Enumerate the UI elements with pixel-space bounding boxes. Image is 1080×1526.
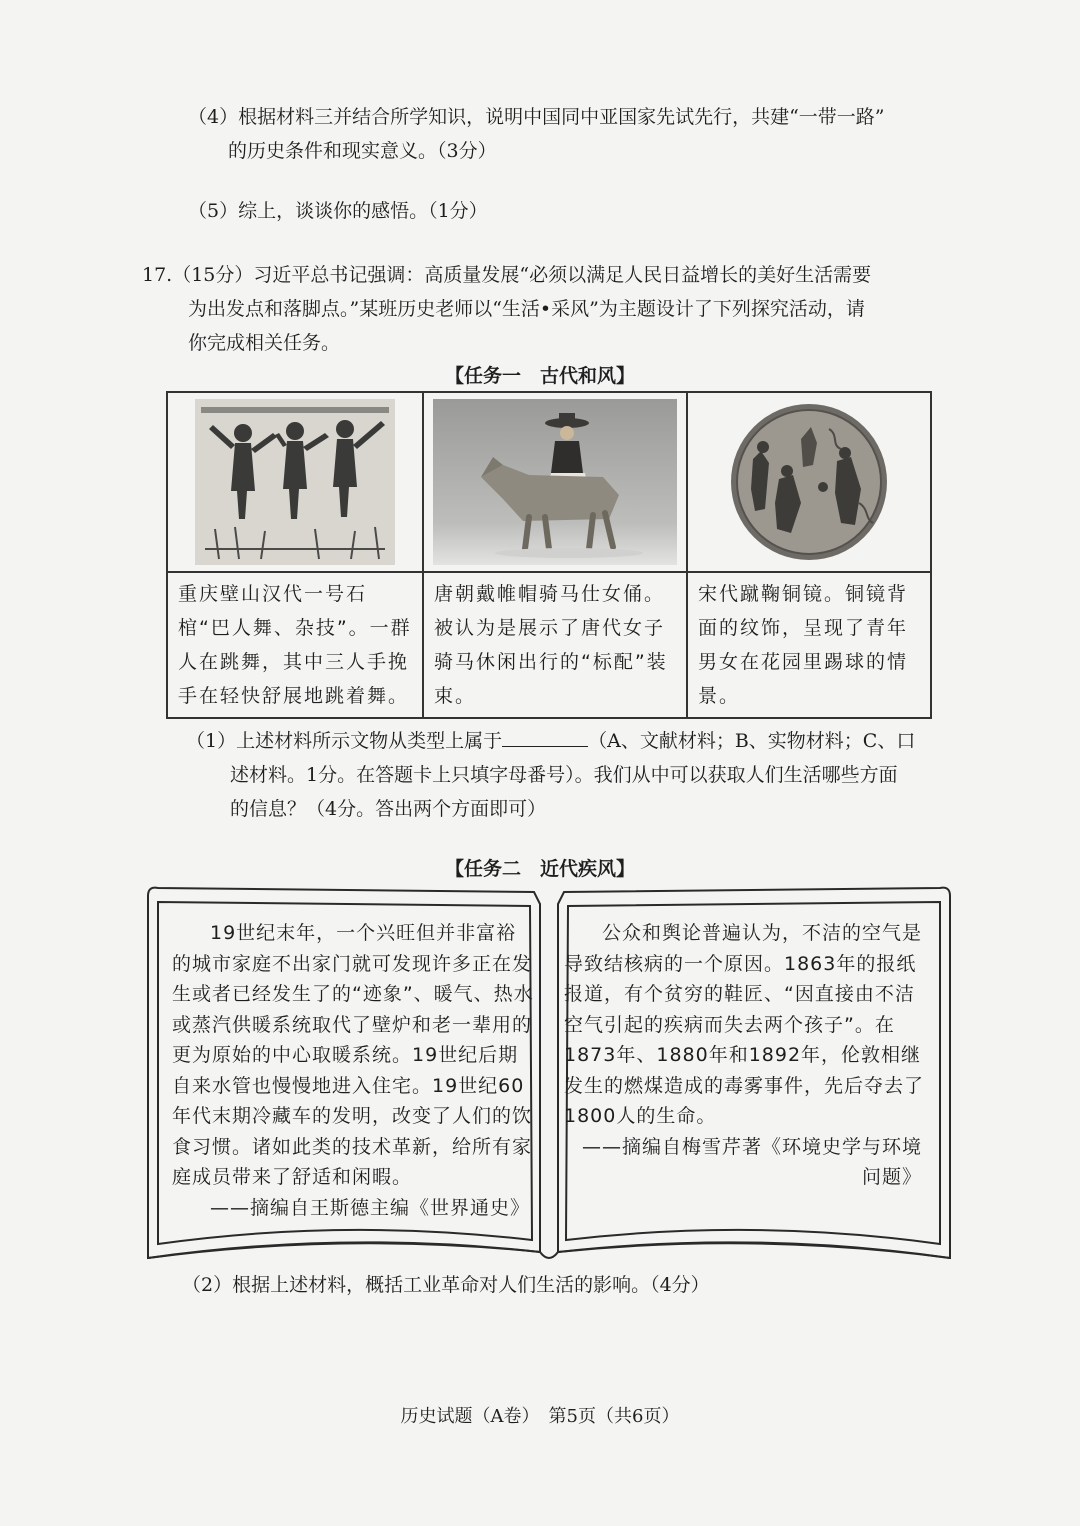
artifact-table xyxy=(166,391,932,719)
question-1-line-3: 的信息？（4分。答出两个方面即可） xyxy=(230,798,547,820)
answer-blank xyxy=(502,726,588,747)
stone-coffin-relief-image xyxy=(195,399,395,565)
question-4 xyxy=(188,100,968,168)
question-4-line-1: （4）根据材料三并结合所学知识，说明中国同中亚国家先试先行，共建“一带一路” xyxy=(188,106,885,128)
stone-coffin-image-cell xyxy=(167,392,423,572)
book-left-page xyxy=(172,918,534,1223)
question-1-line-2: 述材料。1分。在答题卡上只填字母番号）。我们从中可以获取人们生活哪些方面 xyxy=(230,764,898,786)
question-1-line-1 xyxy=(186,724,966,758)
tang-horse-rider-figurine-image xyxy=(433,399,677,565)
song-mirror-image-cell xyxy=(687,392,931,572)
question-17-line-1: 17.（15分）习近平总书记强调：高质量发展“必须以满足人民日益增长的美好生活需要 xyxy=(142,264,872,286)
tang-figurine-caption: 唐朝戴帷帽骑马仕女俑。被认为是展示了唐代女子骑马休闲出行的“标配”装束。 xyxy=(423,572,687,718)
page-footer: 历史试题（A卷） 第5页（共6页） xyxy=(400,1406,680,1427)
song-mirror-caption: 宋代蹴鞠铜镜。铜镜背面的纹饰，呈现了青年男女在花园里踢球的情景。 xyxy=(687,572,931,718)
task-2-title: 【任务二 近代疾风】 xyxy=(444,858,635,880)
question-1-options: （A、文献材料；B、实物材料；C、口 xyxy=(588,730,916,752)
question-17-line-2: 为出发点和落脚点。”某班历史老师以“生活•采风”为主题设计了下列探究活动，请 xyxy=(188,298,865,320)
right-page-passage: 公众和舆论普遍认为，不洁的空气是导致结核病的一个原因。1863年的报纸报道，有个贫穷的鞋匠、“因直接由不洁空气引起的疾病而失去两个孩子”。在1873年、1880年和1892年，伦敦相继发生的燃煤造成的毒雾事件，先后夺去了1800人的生命。 xyxy=(564,922,925,1127)
book-right-page xyxy=(564,918,926,1193)
tang-figurine-image-cell xyxy=(423,392,687,572)
question-1-prompt: （1）上述材料所示文物从类型上属于 xyxy=(186,730,503,752)
question-17 xyxy=(142,258,962,360)
question-5: （5）综上，谈谈你的感悟。（1分） xyxy=(188,200,488,222)
question-17-line-3: 你完成相关任务。 xyxy=(188,332,341,354)
question-2: （2）根据上述材料，概括工业革命对人们生活的影响。（4分） xyxy=(182,1274,710,1296)
question-4-line-2: 的历史条件和现实意义。（3分） xyxy=(228,140,497,162)
stone-coffin-caption: 重庆壁山汉代一号石棺“巴人舞、杂技”。一群人在跳舞，其中三人手挽手在轻快舒展地跳着舞。 xyxy=(167,572,423,718)
task-1-title: 【任务一 古代和风】 xyxy=(444,365,635,387)
left-page-passage: 19世纪末年，一个兴旺但并非富裕的城市家庭不出家门就可发现许多正在发生或者已经发生了的“迹象”、暖气、热水或蒸汽供暖系统取代了壁炉和老一辈用的更为原始的中心取暖系统。19世纪后期自来水管也慢慢地进入住宅。19世纪60年代末期冷藏车的发明，改变了人们的饮食习惯。诸如此类的技术革新，给所有家庭成员带来了舒适和闲暇。 xyxy=(172,922,534,1188)
song-cuju-bronze-mirror-image xyxy=(719,399,899,565)
left-page-source: ——摘编自王斯德主编《世界通史》 xyxy=(209,1196,530,1219)
right-page-source: ——摘编自梅雪芹著《环境史学与环境问题》 xyxy=(581,1135,922,1188)
question-1 xyxy=(186,724,966,826)
